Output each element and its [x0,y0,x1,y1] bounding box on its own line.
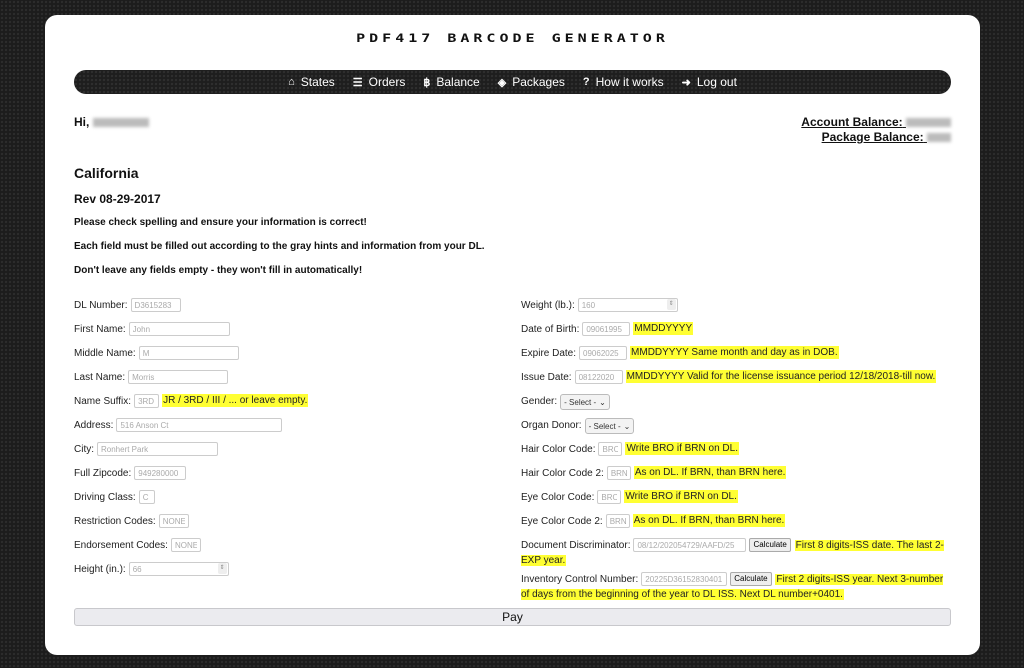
nav-item-balance[interactable] [423,75,479,89]
nav-label: Orders [368,75,406,89]
label: Eye Color Code: [521,492,595,503]
package-balance-label: Package Balance: [821,130,924,144]
field-dl-number [74,298,181,314]
label: Gender: [521,396,558,407]
field-restriction-codes [74,514,189,530]
last-name-input[interactable] [128,370,228,384]
expire-date-hint: MMDDYYYY Same month and day as in DOB. [631,347,838,358]
account-balance-redacted [906,118,951,127]
zipcode-input[interactable] [134,466,186,480]
navbar [74,70,951,94]
name-suffix-input[interactable] [134,394,159,408]
label: Inventory Control Number: [521,574,639,585]
label: City: [74,444,94,455]
select-value: - Select - [588,421,621,431]
field-issue-date [521,370,936,386]
issue-date-input[interactable] [575,370,623,384]
username-redacted [93,118,149,127]
label: Full Zipcode: [74,468,132,479]
dob-hint: MMDDYYYY [634,323,693,334]
restriction-codes-input[interactable] [159,514,189,528]
greeting [74,115,149,129]
field-zipcode [74,466,186,482]
field-inventory-control [521,572,951,601]
label: Eye Color Code 2: [521,516,603,527]
field-driving-class [74,490,155,506]
label: Name Suffix: [74,396,132,407]
field-endorsement-codes [74,538,201,554]
weight-input[interactable] [578,298,678,312]
package-balance-redacted [927,133,951,142]
bitcoin-icon: ฿ [423,76,431,89]
dl-number-input[interactable] [131,298,181,312]
nav-label: How it works [595,75,664,89]
field-city [74,442,218,458]
driving-class-input[interactable] [139,490,155,504]
document-discriminator-hint: First 8 digits-ISS date. The last 2-EXP year. [521,540,944,566]
field-hair-color [521,442,739,458]
greeting-text: Hi, [74,115,90,129]
field-expire-date [521,346,839,362]
list-icon: ☰ [352,76,363,89]
field-first-name [74,322,230,338]
pay-button[interactable]: Pay [74,608,951,626]
nav-label: Packages [512,75,565,89]
nav-label: Balance [436,75,480,89]
label: Height (in.): [74,564,126,575]
account-balance-label: Account Balance: [801,115,903,129]
label: DL Number: [74,300,128,311]
label: Endorsement Codes: [74,540,168,551]
first-name-input[interactable] [129,322,230,336]
state-title: California [74,165,139,181]
label: Date of Birth: [521,324,580,335]
label: Restriction Codes: [74,516,156,527]
field-organ-donor [521,418,634,434]
height-input[interactable] [129,562,229,576]
field-gender [521,394,610,410]
document-discriminator-input[interactable] [633,538,746,552]
chevron-down-icon: ⌄ [623,421,631,431]
select-value: - Select - [564,397,597,407]
eye-color-input[interactable] [597,490,621,504]
label: Hair Color Code 2: [521,468,604,479]
label: First Name: [74,324,126,335]
logout-icon: ➜ [681,76,691,89]
height-stepper[interactable] [129,562,229,576]
note-gray-hints: Each field must be filled out according to the gray hints and information from your DL. [74,241,485,252]
question-icon: ? [582,76,590,88]
endorsement-codes-input[interactable] [171,538,201,552]
nav-label: Log out [696,75,737,89]
label: Issue Date: [521,372,572,383]
package-icon: ◈ [497,76,507,89]
field-middle-name [74,346,239,362]
label: Driving Class: [74,492,136,503]
field-last-name [74,370,228,386]
package-balance-link[interactable] [822,130,951,144]
weight-stepper[interactable] [578,298,678,312]
hair-color-2-input[interactable] [607,466,631,480]
city-input[interactable] [97,442,218,456]
account-balance-link[interactable] [801,115,951,129]
nav-label: States [300,75,335,89]
nav-item-orders[interactable] [353,75,406,89]
field-dob [521,322,693,338]
inventory-control-hint: First 2 digits-ISS year. Next 3-number of days from the beginning of the year to DL ISS. Next DL number+0401. [521,574,944,600]
hair-color-2-hint: As on DL. If BRN, than BRN here. [634,467,786,478]
organ-donor-select[interactable] [585,418,635,434]
field-eye-color-2 [521,514,785,530]
label: Weight (lb.): [521,300,575,311]
eye-color-hint: Write BRO if BRN on DL. [625,491,737,502]
field-weight [521,298,678,314]
revision: Rev 08-29-2017 [74,192,161,206]
issue-date-hint: MMDDYYYY Valid for the license issuance period 12/18/2018-till now. [626,371,936,382]
stepper-arrows-icon[interactable]: ⇕ [218,563,227,574]
hair-color-input[interactable] [598,442,622,456]
hair-color-hint: Write BRO if BRN on DL. [626,443,738,454]
expire-date-input[interactable] [579,346,627,360]
field-document-discriminator [521,538,951,567]
label: Document Discriminator: [521,540,631,551]
label: Middle Name: [74,348,136,359]
calculate-discriminator-button[interactable]: Calculate [749,538,790,552]
label: Address: [74,420,114,431]
label: Organ Donor: [521,420,582,431]
home-icon: ⌂ [288,76,295,88]
gender-select[interactable] [560,394,610,410]
stepper-arrows-icon[interactable]: ⇕ [667,299,676,310]
address-input[interactable] [116,418,282,432]
field-eye-color [521,490,738,506]
balances [801,115,951,145]
chevron-down-icon: ⌄ [599,397,606,407]
label: Expire Date: [521,348,577,359]
label: Hair Color Code: [521,444,596,455]
calculate-inventory-button[interactable]: Calculate [730,572,771,586]
note-spelling: Please check spelling and ensure your information is correct! [74,217,367,228]
nav-item-states[interactable] [288,75,335,89]
middle-name-input[interactable] [139,346,239,360]
field-name-suffix [74,394,308,410]
label: Last Name: [74,372,126,383]
eye-color-2-hint: As on DL. If BRN, than BRN here. [633,515,785,526]
name-suffix-hint: JR / 3RD / III / ... or leave empty. [163,395,308,406]
nav-item-how-it-works[interactable] [583,75,664,89]
note-empty-fields: Don't leave any fields empty - they won't fill in automatically! [74,265,363,276]
main-container [45,15,980,655]
field-address [74,418,282,434]
nav-item-log-out[interactable] [682,75,737,89]
dob-input[interactable] [582,322,630,336]
site-logo: PDF417 BARCODE GENERATOR [356,31,669,45]
field-height [74,562,229,578]
nav-item-packages[interactable] [498,75,565,89]
eye-color-2-input[interactable] [606,514,630,528]
field-hair-color-2 [521,466,786,482]
inventory-control-input[interactable] [641,572,727,586]
